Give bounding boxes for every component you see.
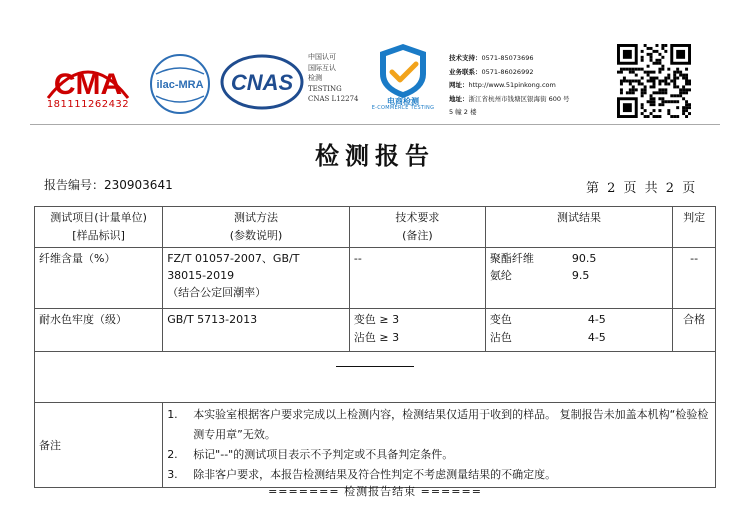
contact-support: 技术支持：0571-85073696	[449, 54, 534, 62]
page-number: 第 2 页 共 2 页	[586, 181, 698, 196]
remarks-label: 备注	[35, 403, 163, 488]
table-row	[35, 248, 716, 309]
remark-note: 1. 本实验室根据客户要求完成以上检测内容，检测结果仅适用于收到的样品。 复制报告未加盖本机构“检验检测专用章”无效。	[167, 408, 709, 441]
qr-code-icon	[617, 44, 691, 118]
row-requirement: 变色 ≥ 3 沾色 ≥ 3	[349, 309, 485, 352]
header-verdict: 判定	[673, 207, 716, 248]
remarks-content	[163, 403, 716, 488]
table-blank-row	[35, 352, 716, 403]
cnas-certification-text: 中国认可 国际互认 检测 TESTING CNAS L12274	[308, 53, 359, 103]
report-end-marker: ======= 检测报告结束 ======	[268, 485, 482, 498]
report-title: 检测报告	[315, 141, 435, 170]
ilac-mra-logo	[148, 52, 212, 116]
header-divider	[30, 124, 720, 125]
row-verdict: --	[673, 248, 716, 309]
row-method: GB/T 5713-2013	[163, 309, 350, 352]
blank-cell	[35, 352, 716, 403]
table-header-row	[35, 207, 716, 248]
contact-business: 业务联系：0571-86026992	[449, 67, 534, 76]
cma-number: 181111262432	[46, 99, 130, 110]
table-row	[35, 309, 716, 352]
header-item: 测试项目(计量单位) [样品标识]	[35, 207, 163, 248]
header-method: 测试方法 (参数说明)	[163, 207, 350, 248]
remark-note: 2. 标记"--"的测试项目表示不予判定或不具备判定条件。	[167, 448, 454, 461]
row-result: 变色 4-5 沾色 4-5	[485, 309, 672, 352]
ecommerce-testing-subtitle: E-COMMERCE TESTING	[371, 105, 435, 111]
row-item: 纤维含量（%）	[35, 248, 163, 309]
contact-info	[449, 52, 570, 120]
ecommerce-testing-name: 电商检测	[387, 97, 419, 106]
header-result: 测试结果	[485, 207, 672, 248]
svg-text:CMA: CMA	[53, 68, 123, 101]
cnas-logo	[220, 52, 304, 112]
header-requirement: 技术要求 (备注)	[349, 207, 485, 248]
svg-text:CNAS: CNAS	[230, 70, 294, 95]
contact-website: 网址：http://www.51pinkong.com	[449, 81, 556, 89]
report-number: 报告编号：230903641	[44, 178, 173, 192]
contact-address-2: 5 幢 2 楼	[449, 108, 477, 116]
results-table	[34, 206, 716, 488]
row-requirement: --	[349, 248, 485, 309]
remarks-row	[35, 403, 716, 488]
contact-address: 地址：浙江省杭州市钱塘区银海街 600 号	[449, 94, 570, 103]
row-item: 耐水色牢度（级）	[35, 309, 163, 352]
row-verdict: 合格	[673, 309, 716, 352]
row-result: 聚酯纤维 90.5 氨纶 9.5	[485, 248, 672, 309]
remark-note: 3. 除非客户要求，本报告检测结果及符合性判定不考虑测量结果的不确定度。	[167, 468, 557, 481]
row-method: FZ/T 01057-2007、GB/T 38015-2019 （结合公定回潮率）	[163, 248, 350, 309]
svg-text:ilac-MRA: ilac-MRA	[156, 79, 204, 91]
blank-line	[336, 366, 414, 367]
